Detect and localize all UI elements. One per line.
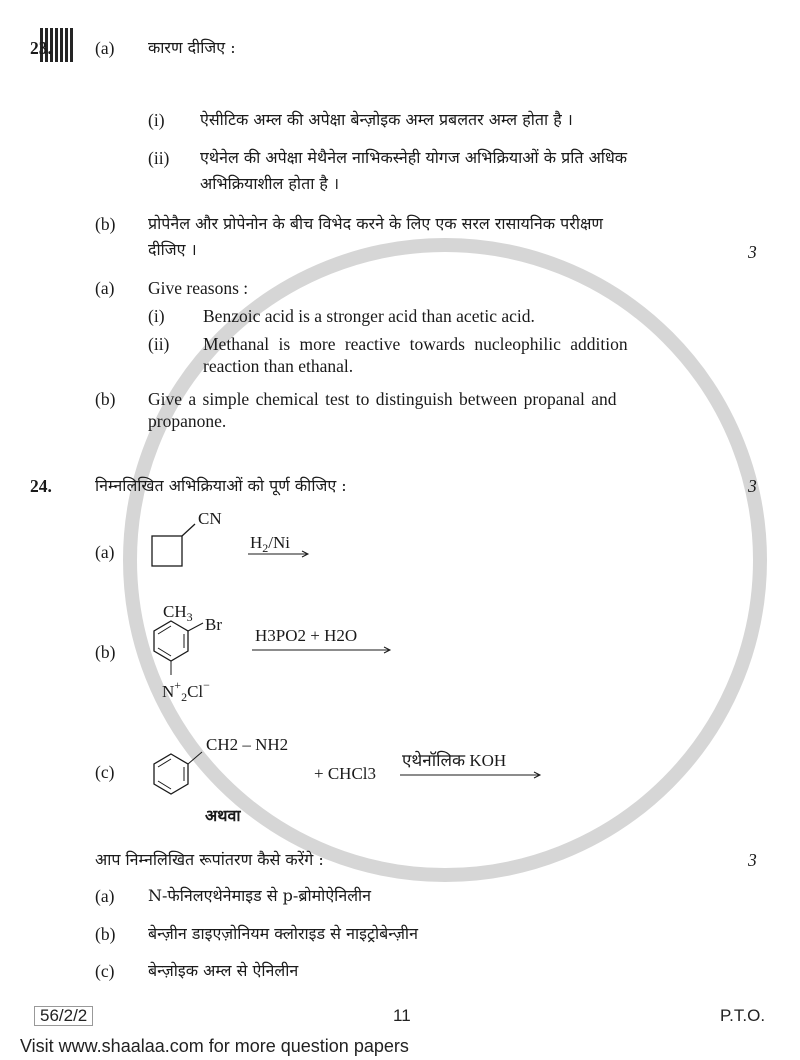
part-label: (a) xyxy=(95,38,115,58)
part-label: (a) xyxy=(95,542,115,562)
ch2nh2-label: CH2 – NH2 xyxy=(206,735,289,754)
sub-label: (ii) xyxy=(148,334,170,354)
reaction-c xyxy=(140,730,560,800)
benzene-ring xyxy=(154,754,188,794)
br-label: Br xyxy=(205,615,222,634)
part-label: (c) xyxy=(95,762,115,782)
pto-label: P.T.O. xyxy=(720,1006,766,1025)
sub-label: (i) xyxy=(148,110,165,130)
or-label: अथवा xyxy=(205,806,241,825)
part-label: (b) xyxy=(95,642,116,662)
part-text: propanone. xyxy=(148,411,227,431)
question-number: 24. xyxy=(30,476,52,496)
part-text: कारण दीजिए : xyxy=(148,38,236,57)
paper-code: 56/2/2 xyxy=(34,1006,93,1026)
alt-text: N-फेनिलएथेनेमाइड से p-ब्रोमोऐनिलीन xyxy=(148,886,372,905)
part-label: (a) xyxy=(95,278,115,298)
diazonium-label: $N^+_2Cl^-$ xyxy=(162,678,210,704)
reagent-label: एथेनॉलिक KOH xyxy=(402,751,507,770)
part-text: प्रोपेनैल और प्रोपेनोन के बीच विभेद करने के लिए एक सरल रासायनिक परीक्षण xyxy=(148,214,604,233)
sub-text: reaction than ethanal. xyxy=(203,356,354,376)
sub-label: (ii) xyxy=(148,148,170,168)
benzene-ring xyxy=(154,621,188,661)
chcl3-label: + CHCl3 xyxy=(314,764,377,783)
question-prompt: निम्नलिखित अभिक्रियाओं को पूर्ण कीजिए : xyxy=(95,476,347,495)
marks: 3 xyxy=(748,476,757,496)
page-number: 11 xyxy=(393,1006,411,1025)
reaction-a xyxy=(140,500,340,580)
sub-text: एथेनेल की अपेक्षा मेथैनेल नाभिकस्नेही योगज अभिक्रियाओं के प्रति अधिक xyxy=(200,148,628,167)
alt-label: (b) xyxy=(95,924,116,944)
part-text: Give reasons : xyxy=(148,278,249,298)
part-label: (b) xyxy=(95,214,116,234)
marks: 3 xyxy=(748,242,757,262)
sub-label: (i) xyxy=(148,306,165,326)
part-label: (b) xyxy=(95,389,116,409)
question-number: 23. xyxy=(30,38,52,58)
sub-text: अभिक्रियाशील होता है । xyxy=(200,174,340,193)
part-text: Give a simple chemical test to distinguish between propanal and xyxy=(148,389,617,409)
cn-label: CN xyxy=(198,509,222,528)
sub-text: Benzoic acid is a stronger acid than acetic acid. xyxy=(203,306,535,326)
reagent-label: $H_2/Ni$ xyxy=(250,533,291,555)
alt-label: (a) xyxy=(95,886,115,906)
alt-label: (c) xyxy=(95,961,115,981)
alt-text: बेन्ज़ीन डाइएज़ोनियम क्लोराइड से नाइट्रोबेन्ज़ीन xyxy=(148,924,418,943)
sub-text: ऐसीटिक अम्ल की अपेक्षा बेन्ज़ोइक अम्ल प्रबलतर अम्ल होता है । xyxy=(200,110,573,129)
marks: 3 xyxy=(748,850,757,870)
reagent-label: H3PO2 + H2O xyxy=(255,626,358,645)
reaction-b xyxy=(140,595,400,710)
cyclobutane-ring xyxy=(152,536,182,566)
alt-text: बेन्ज़ोइक अम्ल से ऐनिलीन xyxy=(148,961,299,980)
part-text: दीजिए । xyxy=(148,240,197,259)
visit-link[interactable]: Visit www.shaalaa.com for more question papers xyxy=(20,1036,409,1056)
sub-text: Methanal is more reactive towards nucleophilic addition xyxy=(203,334,628,354)
ch3-label: $CH_3$ xyxy=(163,602,193,624)
alt-prompt: आप निम्नलिखित रूपांतरण कैसे करेंगे : xyxy=(95,850,324,869)
